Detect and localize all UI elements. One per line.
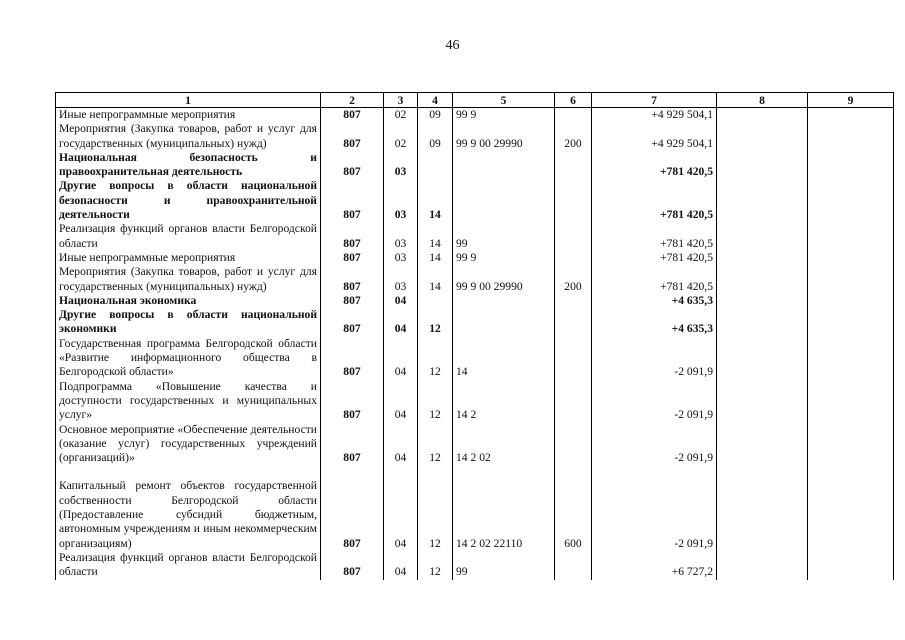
row-code-main: 807 — [321, 251, 384, 265]
row-subsection: 12 — [418, 380, 453, 423]
column-header: 7 — [592, 93, 717, 108]
row-amount: +4 929 504,1 — [592, 108, 717, 123]
table-row — [56, 179, 894, 222]
table-row — [56, 251, 894, 265]
column-header: 8 — [717, 93, 808, 108]
row-name: Мероприятия (Закупка товаров, работ и услуг для государственных (муниципальных) нужд) — [56, 265, 321, 294]
row-section: 02 — [384, 122, 418, 151]
row-subsection — [418, 294, 453, 308]
row-section: 04 — [384, 294, 418, 308]
row-code-main: 807 — [321, 294, 384, 308]
column-header: 4 — [418, 93, 453, 108]
row-amount: -2 091,9 — [592, 479, 717, 550]
table-row — [56, 108, 894, 123]
row-expense-type — [555, 337, 592, 380]
row-col8 — [717, 479, 808, 550]
row-col8 — [717, 551, 808, 580]
row-col9 — [808, 265, 894, 294]
row-col8 — [717, 151, 808, 180]
row-target-article: 14 2 02 22110 — [453, 479, 555, 550]
row-expense-type: 600 — [555, 479, 592, 550]
table-row — [56, 337, 894, 380]
row-expense-type — [555, 222, 592, 251]
row-expense-type — [555, 423, 592, 466]
row-subsection: 14 — [418, 222, 453, 251]
row-amount: -2 091,9 — [592, 380, 717, 423]
row-subsection: 12 — [418, 479, 453, 550]
row-name: Реализация функций органов власти Белгородской области — [56, 551, 321, 580]
row-section: 04 — [384, 380, 418, 423]
row-expense-type — [555, 251, 592, 265]
row-amount: -2 091,9 — [592, 337, 717, 380]
row-target-article — [453, 294, 555, 308]
column-header: 9 — [808, 93, 894, 108]
row-target-article: 99 9 00 29990 — [453, 122, 555, 151]
row-col9 — [808, 222, 894, 251]
column-header: 6 — [555, 93, 592, 108]
column-header: 3 — [384, 93, 418, 108]
row-col9 — [808, 551, 894, 580]
table-row — [56, 423, 894, 466]
row-target-article: 14 2 — [453, 380, 555, 423]
row-target-article: 99 9 00 29990 — [453, 265, 555, 294]
row-col8 — [717, 308, 808, 337]
row-target-article: 99 9 — [453, 251, 555, 265]
row-expense-type — [555, 551, 592, 580]
row-amount: +781 420,5 — [592, 222, 717, 251]
column-header: 2 — [321, 93, 384, 108]
row-col9 — [808, 380, 894, 423]
row-col9 — [808, 294, 894, 308]
row-col8 — [717, 222, 808, 251]
row-section: 04 — [384, 423, 418, 466]
row-col9 — [808, 151, 894, 180]
row-expense-type: 200 — [555, 265, 592, 294]
table-row — [56, 308, 894, 337]
row-col9 — [808, 179, 894, 222]
row-name: Национальная экономика — [56, 294, 321, 308]
row-section: 04 — [384, 337, 418, 380]
row-amount: -2 091,9 — [592, 423, 717, 466]
row-name: Реализация функций органов власти Белгородской области — [56, 222, 321, 251]
row-subsection: 09 — [418, 108, 453, 123]
row-code-main: 807 — [321, 337, 384, 380]
row-code-main: 807 — [321, 108, 384, 123]
column-header: 1 — [56, 93, 321, 108]
row-code-main: 807 — [321, 222, 384, 251]
table-row — [56, 294, 894, 308]
row-target-article: 14 2 02 — [453, 423, 555, 466]
row-section: 03 — [384, 179, 418, 222]
row-amount: +781 420,5 — [592, 179, 717, 222]
page-number: 46 — [445, 38, 460, 53]
row-subsection: 14 — [418, 265, 453, 294]
row-expense-type — [555, 294, 592, 308]
row-col8 — [717, 251, 808, 265]
row-subsection: 12 — [418, 308, 453, 337]
row-col9 — [808, 337, 894, 380]
row-expense-type — [555, 380, 592, 423]
row-col9 — [808, 423, 894, 466]
row-col9 — [808, 108, 894, 123]
row-subsection — [418, 151, 453, 180]
row-subsection: 12 — [418, 423, 453, 466]
row-section: 04 — [384, 479, 418, 550]
table-row — [56, 151, 894, 180]
row-col8 — [717, 294, 808, 308]
table-row — [56, 122, 894, 151]
row-subsection: 14 — [418, 251, 453, 265]
row-section: 03 — [384, 265, 418, 294]
row-name: Основное мероприятие «Обеспечение деятельности (оказание услуг) государственных учреждений (организаций)» — [56, 423, 321, 466]
row-target-article: 99 9 — [453, 108, 555, 123]
row-amount: +6 727,2 — [592, 551, 717, 580]
row-col8 — [717, 265, 808, 294]
row-col9 — [808, 122, 894, 151]
row-name: Иные непрограммные мероприятия — [56, 251, 321, 265]
row-section: 03 — [384, 151, 418, 180]
row-expense-type — [555, 108, 592, 123]
row-expense-type — [555, 308, 592, 337]
row-target-article: 99 — [453, 222, 555, 251]
table-row — [56, 222, 894, 251]
budget-table — [55, 92, 894, 580]
row-code-main: 807 — [321, 479, 384, 550]
row-name: Другие вопросы в области национальной безопасности и правоохранительной деятельности — [56, 179, 321, 222]
row-code-main: 807 — [321, 551, 384, 580]
row-col8 — [717, 108, 808, 123]
row-code-main: 807 — [321, 423, 384, 466]
row-code-main: 807 — [321, 151, 384, 180]
row-name: Государственная программа Белгородской области «Развитие информационного общества в Белгородской области» — [56, 337, 321, 380]
row-subsection: 14 — [418, 179, 453, 222]
table-row — [56, 479, 894, 550]
row-expense-type: 200 — [555, 122, 592, 151]
row-section: 02 — [384, 108, 418, 123]
table-row — [56, 380, 894, 423]
row-amount: +4 929 504,1 — [592, 122, 717, 151]
row-name: Национальная безопасность и правоохранительная деятельность — [56, 151, 321, 180]
row-amount: +4 635,3 — [592, 294, 717, 308]
row-section: 04 — [384, 308, 418, 337]
row-code-main: 807 — [321, 265, 384, 294]
row-col9 — [808, 479, 894, 550]
table-row — [56, 265, 894, 294]
row-col9 — [808, 308, 894, 337]
column-header: 5 — [453, 93, 555, 108]
row-section: 03 — [384, 222, 418, 251]
row-name: Иные непрограммные мероприятия — [56, 108, 321, 123]
row-col8 — [717, 337, 808, 380]
row-amount: +781 420,5 — [592, 265, 717, 294]
row-subsection: 12 — [418, 337, 453, 380]
spacer-row — [56, 465, 894, 479]
row-target-article — [453, 308, 555, 337]
row-subsection: 12 — [418, 551, 453, 580]
row-amount: +4 635,3 — [592, 308, 717, 337]
row-name: Капитальный ремонт объектов государственной собственности Белгородской области (Предоставление субсидий бюджетным, автономным учреждениям и иным некоммерческим организациям) — [56, 479, 321, 550]
row-amount: +781 420,5 — [592, 151, 717, 180]
row-target-article — [453, 179, 555, 222]
row-col8 — [717, 122, 808, 151]
row-expense-type — [555, 151, 592, 180]
row-amount: +781 420,5 — [592, 251, 717, 265]
table-header-row — [56, 93, 894, 108]
row-target-article — [453, 151, 555, 180]
row-code-main: 807 — [321, 122, 384, 151]
row-col8 — [717, 423, 808, 466]
row-name: Подпрограмма «Повышение качества и доступности государственных и муниципальных услуг» — [56, 380, 321, 423]
table-row — [56, 551, 894, 580]
row-target-article: 99 — [453, 551, 555, 580]
row-expense-type — [555, 179, 592, 222]
row-name: Мероприятия (Закупка товаров, работ и услуг для государственных (муниципальных) нужд) — [56, 122, 321, 151]
row-col8 — [717, 179, 808, 222]
row-col8 — [717, 380, 808, 423]
row-target-article: 14 — [453, 337, 555, 380]
row-code-main: 807 — [321, 380, 384, 423]
row-subsection: 09 — [418, 122, 453, 151]
row-section: 03 — [384, 251, 418, 265]
row-code-main: 807 — [321, 308, 384, 337]
row-section: 04 — [384, 551, 418, 580]
table-body — [56, 108, 894, 580]
row-col9 — [808, 251, 894, 265]
row-code-main: 807 — [321, 179, 384, 222]
row-name: Другие вопросы в области национальной экономики — [56, 308, 321, 337]
